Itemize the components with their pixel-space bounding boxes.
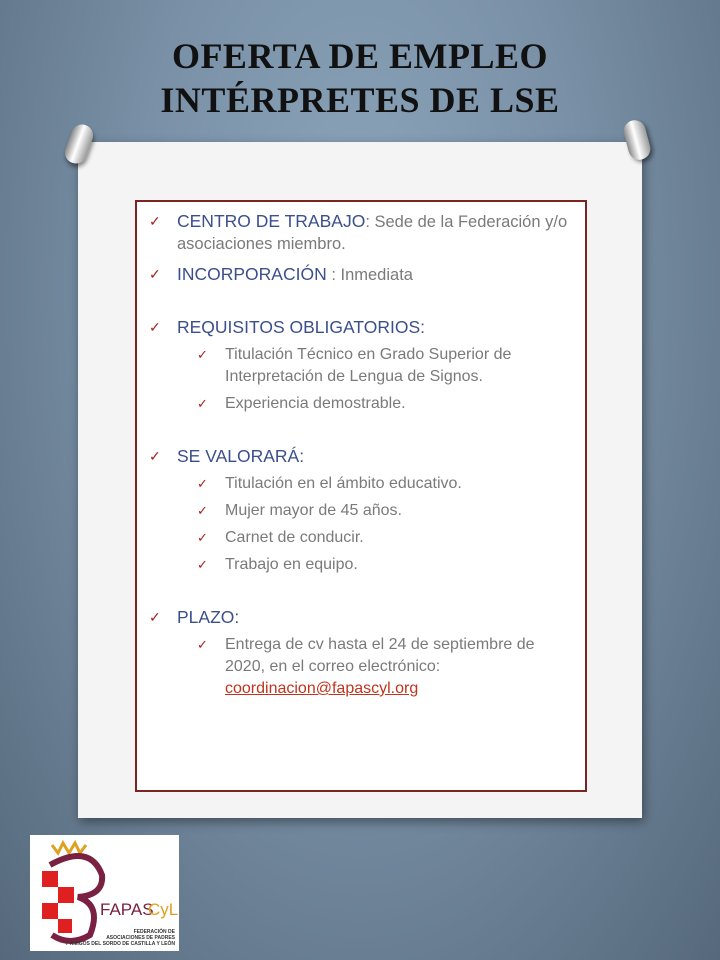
sub-item-text: Experiencia demostrable. [225,395,406,412]
item-heading: CENTRO DE TRABAJO [177,211,366,231]
item-heading: PLAZO: [177,607,240,627]
sub-item-text: Trabajo en equipo. [225,556,358,573]
sub-item [147,393,571,415]
job-details-box [135,200,587,792]
check-icon: ✓ [149,448,161,464]
title-line-1: OFERTA DE EMPLEO [171,36,549,76]
item-heading: SE VALORARÁ: [177,446,305,466]
sub-item-text: Titulación en el ámbito educativo. [225,475,462,492]
item-text: : Inmediata [326,266,413,284]
list-item [147,606,571,629]
check-icon: ✓ [197,503,208,518]
check-icon: ✓ [197,637,208,652]
svg-text:FAPAS: FAPAS [100,900,154,919]
check-icon: ✓ [149,213,161,229]
check-icon: ✓ [197,557,208,572]
page-title [0,34,720,122]
check-icon: ✓ [197,396,208,411]
svg-text:ASOCIACIONES DE PADRES: ASOCIACIONES DE PADRES [106,935,175,941]
item-heading: REQUISITOS OBLIGATORIOS: [177,317,425,337]
sub-item [147,344,571,388]
sub-item [147,473,571,495]
sub-item-text: Entrega de cv hasta el 24 de septiembre de 2020, en el correo electrónico: [225,636,535,675]
list-item [147,263,571,286]
svg-text:FEDERACIÓN DE: FEDERACIÓN DE [133,929,175,935]
check-icon: ✓ [149,319,161,335]
sub-item [147,634,571,700]
svg-text:CyL: CyL [148,900,179,919]
check-icon: ✓ [197,476,208,491]
fapascyl-logo [30,835,179,951]
check-icon: ✓ [197,530,208,545]
sub-item-text: Mujer mayor de 45 años. [225,502,402,519]
sub-item [147,554,571,576]
sub-item [147,500,571,522]
email-link[interactable]: coordinacion@fapascyl.org [225,680,419,697]
check-icon: ✓ [149,609,161,625]
list-item [147,316,571,339]
item-heading: INCORPORACIÓN [177,264,327,284]
item-text: : Sede de la Federación y/o asociaciones miembro. [177,213,568,253]
list-item [147,210,571,255]
check-icon: ✓ [197,347,208,362]
list-item [147,445,571,468]
title-line-2: INTÉRPRETES DE LSE [160,80,560,120]
sub-item-text: Titulación Técnico en Grado Superior de Interpretación de Lengua de Signos. [225,346,512,385]
svg-text:Y AMIGOS DEL SORDO DE CASTILLA: Y AMIGOS DEL SORDO DE CASTILLA Y LEÓN [65,941,175,947]
check-icon: ✓ [149,266,161,282]
sub-item [147,527,571,549]
sub-item-text: Carnet de conducir. [225,529,364,546]
